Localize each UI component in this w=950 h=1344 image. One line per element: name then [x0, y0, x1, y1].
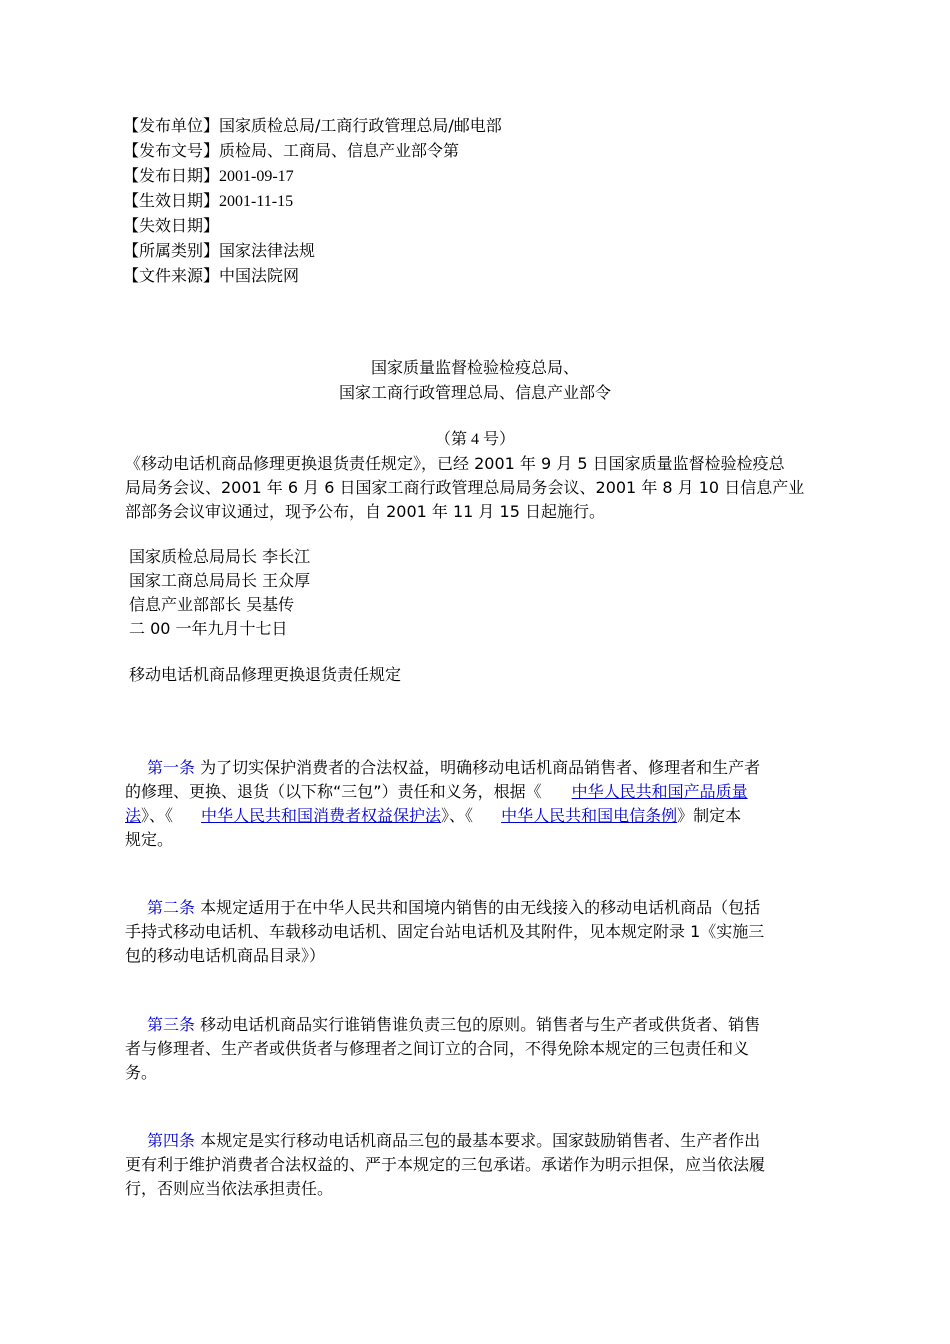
issuer-line-2: 国家工商行政管理总局、信息产业部令: [338, 383, 611, 402]
meta-label: 【生效日期】: [123, 191, 220, 210]
meta-publisher: [123, 114, 502, 138]
article-3-line-3: 务。: [125, 1063, 158, 1082]
article-label[interactable]: 第三条: [147, 1015, 196, 1034]
meta-value: 国家法律法规: [219, 241, 316, 260]
article-text: 本规定是实行移动电话机商品三包的最基本要求。国家鼓励销售者、生产者作出: [195, 1131, 761, 1150]
article-label[interactable]: 第一条: [147, 758, 196, 777]
article-1-line-1: [147, 756, 760, 780]
announcement-line-3: 部部务会议审议通过，现予公布，自 2001 年 11 月 15 日起施行。: [125, 502, 605, 521]
article-4-line-2: 更有利于维护消费者合法权益的、严于本规定的三包承诺。承诺作为明示担保，应当依法履: [125, 1155, 766, 1174]
article-text: 的修理、更换、退货（以下称“三包”）责任和义务，根据《: [125, 782, 542, 801]
link-product-quality-law-cont[interactable]: 法: [125, 806, 142, 825]
regulation-title: 移动电话机商品修理更换退货责任规定: [129, 665, 402, 684]
meta-label: 【发布日期】: [123, 166, 220, 185]
meta-source: [123, 264, 299, 288]
meta-value: 国家质检总局/工商行政管理总局/邮电部: [219, 116, 502, 135]
article-text: 》、《: [141, 806, 174, 825]
article-text: 》、《: [441, 806, 474, 825]
article-2-line-3: 包的移动电话机商品目录》）: [125, 946, 326, 965]
meta-value: 2001-11-15: [219, 193, 294, 210]
article-4-line-3: 行，否则应当依法承担责任。: [125, 1179, 334, 1198]
article-label[interactable]: 第四条: [147, 1131, 196, 1150]
announcement-line-2: 局局务会议、2001 年 6 月 6 日国家工商行政管理总局局务会议、2001 年 8 月 10 日信息产业: [125, 478, 805, 497]
article-3-line-2: 者与修理者、生产者或供货者与修理者之间订立的合同，不得免除本规定的三包责任和义: [125, 1039, 750, 1058]
signature-line: 国家质检总局局长 李长江: [129, 547, 311, 566]
article-label[interactable]: 第二条: [147, 898, 196, 917]
meta-label: 【发布单位】: [123, 116, 220, 135]
meta-label: 【所属类别】: [123, 241, 220, 260]
article-text: 本规定适用于在中华人民共和国境内销售的由无线接入的移动电话机商品（包括: [195, 898, 761, 917]
order-number: （第 4 号）: [434, 431, 515, 448]
article-3-line-1: [147, 1013, 760, 1037]
meta-effective-date: [123, 189, 293, 214]
meta-label: 【发布文号】: [123, 141, 220, 160]
meta-value: 质检局、工商局、信息产业部令第: [219, 141, 460, 160]
issuer-line-1: 国家质量监督检验检疫总局、: [370, 358, 579, 377]
signature-line: 信息产业部部长 吴基传: [129, 595, 295, 614]
link-consumer-rights-law[interactable]: 中华人民共和国消费者权益保护法: [201, 806, 442, 825]
meta-doc-number: [123, 139, 459, 163]
article-text: 为了切实保护消费者的合法权益，明确移动电话机商品销售者、修理者和生产者: [195, 758, 761, 777]
meta-label: 【失效日期】: [123, 216, 220, 235]
signature-line: 国家工商总局局长 王众厚: [129, 571, 311, 590]
link-telecom-regulation[interactable]: 中华人民共和国电信条例: [501, 806, 678, 825]
announcement-line-1: 《移动电话机商品修理更换退货责任规定》，已经 2001 年 9 月 5 日国家质量监督检验检疫总: [125, 454, 785, 473]
article-1-line-3: [125, 804, 741, 828]
article-text: 移动电话机商品实行谁销售谁负责三包的原则。销售者与生产者或供货者、销售: [195, 1015, 761, 1034]
meta-label: 【文件来源】: [123, 266, 220, 285]
article-2-line-2: 手持式移动电话机、车载移动电话机、固定台站电话机及其附件，见本规定附录 1《实施三: [125, 922, 765, 941]
article-1-line-2: [125, 780, 748, 804]
article-2-line-1: [147, 896, 760, 920]
meta-expiry-date: [123, 214, 219, 238]
meta-value: 中国法院网: [219, 266, 300, 285]
signature-date: 二 00 一年九月十七日: [129, 619, 288, 638]
article-4-line-1: [147, 1129, 760, 1153]
meta-category: [123, 239, 315, 263]
meta-publish-date: [123, 164, 294, 189]
link-product-quality-law[interactable]: 中华人民共和国产品质量: [571, 782, 748, 801]
meta-value: 2001-09-17: [219, 168, 294, 185]
article-text: 》制定本: [677, 806, 742, 825]
article-1-line-4: 规定。: [125, 830, 174, 849]
